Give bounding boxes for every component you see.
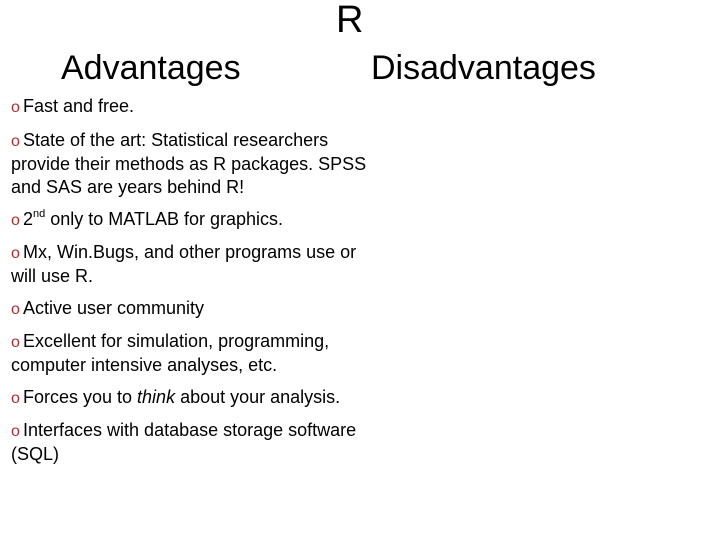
advantage-text: Interfaces with database storage software (SQL) (11, 420, 357, 464)
advantage-text: about your analysis. (175, 387, 341, 407)
disadvantages-heading: Disadvantages (371, 49, 596, 87)
advantage-text: only to MATLAB for graphics. (45, 209, 284, 229)
bullet-icon: o (11, 334, 20, 351)
advantage-item (11, 241, 381, 288)
bullet-icon: o (11, 390, 20, 407)
ordinal-suffix: nd (33, 208, 46, 220)
emphasis-text: think (137, 387, 176, 407)
slide-title: R (336, 0, 364, 41)
bullet-icon: o (11, 301, 20, 318)
advantage-text: 2 (23, 209, 34, 229)
advantage-item (11, 386, 381, 410)
bullet-icon: o (11, 133, 20, 150)
advantage-text: Mx, Win.Bugs, and other programs use or will use R. (11, 242, 357, 286)
advantage-text: Forces you to (23, 387, 138, 407)
bullet-icon: o (11, 99, 20, 116)
advantage-text: State of the art: Statistical researchers provide their methods as R packages. SPSS and SAS are years behind R! (11, 130, 367, 197)
bullet-icon: o (11, 245, 20, 262)
bullet-icon: o (11, 212, 20, 229)
advantage-item (11, 208, 381, 232)
advantage-item (11, 95, 381, 119)
advantage-item (11, 129, 381, 199)
advantage-item (11, 297, 381, 321)
advantage-item (11, 419, 381, 466)
advantage-text: Fast and free. (23, 96, 135, 116)
advantage-item (11, 330, 381, 377)
advantages-list (11, 95, 381, 475)
bullet-icon: o (11, 423, 20, 440)
advantage-text: Active user community (23, 298, 205, 318)
advantage-text: Excellent for simulation, programming, computer intensive analyses, etc. (11, 331, 330, 375)
advantages-heading: Advantages (61, 49, 241, 87)
